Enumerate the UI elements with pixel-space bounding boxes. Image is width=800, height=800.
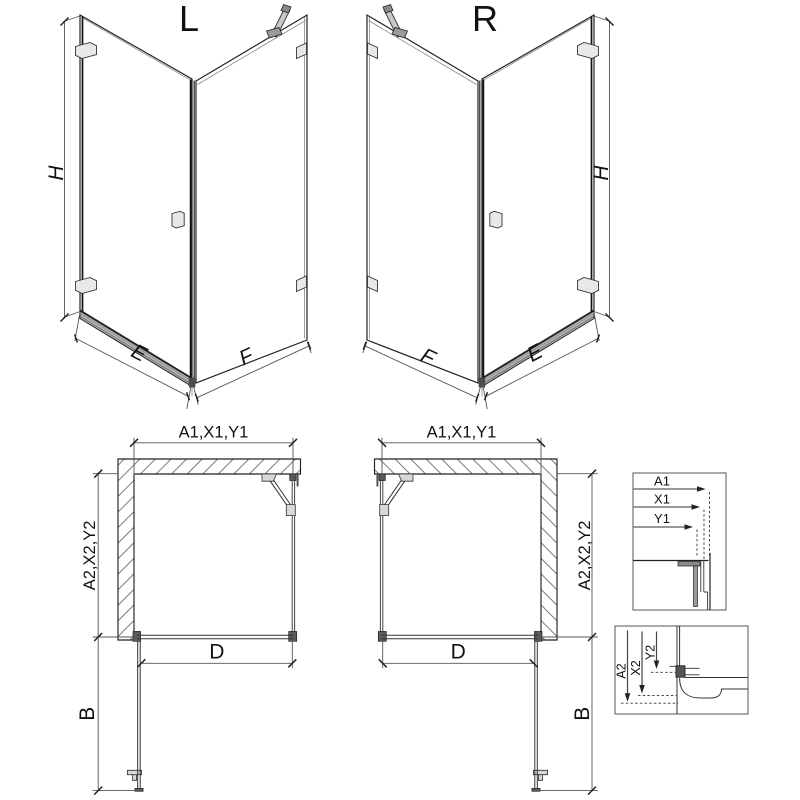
iso-view-right xyxy=(363,0,614,409)
detail-y2-label: Y2 xyxy=(643,644,658,661)
detail-frame xyxy=(633,473,726,610)
detail-y1-label: Y1 xyxy=(654,511,670,527)
detail-wall-profile xyxy=(633,473,726,610)
side-depth-dim-label: A2,X2,Y2 xyxy=(81,520,99,591)
variant-left-label: L xyxy=(178,0,200,39)
door-opening-dim-label: D xyxy=(209,640,225,664)
door-width-dim-label: E xyxy=(127,339,151,367)
detail-x1-label: X1 xyxy=(654,491,670,507)
door-opening-dim-label: D xyxy=(450,640,466,664)
profile-stem xyxy=(694,566,698,607)
top-width-dim-label: A1,X1,Y1 xyxy=(426,423,497,442)
iso-left-geometry xyxy=(61,5,312,410)
variant-right-label: R xyxy=(472,0,498,39)
door-swing-dim-label: B xyxy=(571,706,594,721)
detail-x2-label: X2 xyxy=(629,660,643,676)
plan-left-geometry xyxy=(118,438,301,792)
door-swing-dim-label: B xyxy=(76,706,99,721)
plan-view-right xyxy=(375,423,598,794)
detail-a1-label: A1 xyxy=(654,473,670,489)
side-width-dim-label: F xyxy=(235,343,257,371)
height-dim-label: H xyxy=(590,165,613,181)
detail-tray-section xyxy=(615,626,749,714)
iso-view-left xyxy=(45,0,311,409)
side-depth-dim-label: A2,X2,Y2 xyxy=(576,520,594,591)
top-width-dim-label: A1,X1,Y1 xyxy=(178,423,249,442)
bottom-profile-block xyxy=(676,666,685,677)
side-width-dim-label: F xyxy=(417,343,439,371)
profile-cap xyxy=(678,562,700,567)
iso-right-geometry xyxy=(363,5,614,410)
height-dim-label: H xyxy=(45,165,68,181)
door-width-dim-label: E xyxy=(523,339,547,367)
plan-right-geometry xyxy=(375,438,558,792)
detail-a2-label: A2 xyxy=(614,663,629,679)
plan-view-left xyxy=(76,423,301,794)
